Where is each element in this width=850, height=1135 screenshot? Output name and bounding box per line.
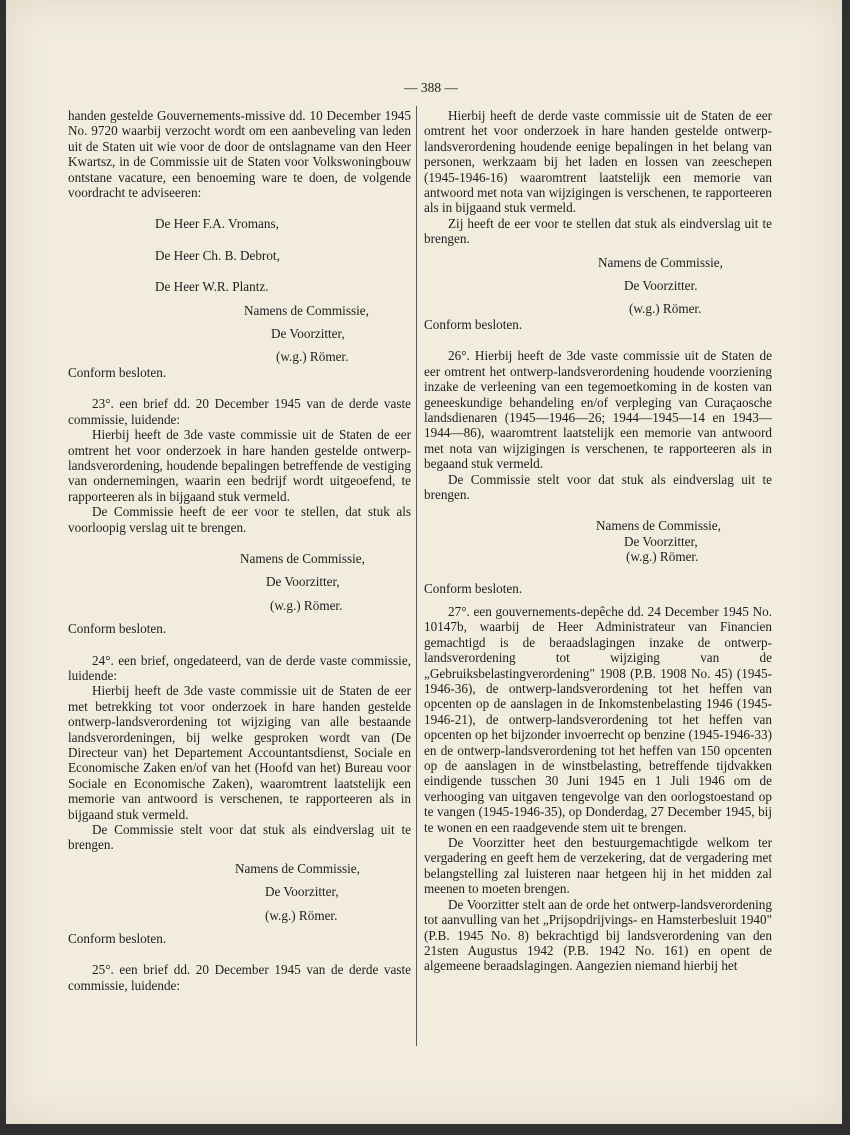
signature-line: Namens de Commissie, bbox=[240, 550, 365, 566]
signature-line: (w.g.) Römer. bbox=[629, 301, 702, 317]
paragraph: De Voorzitter heet den bestuurgemachtigde welkom ter vergadering en geeft hem de verzekering, dat de vergadering met belangstelling zal luisteren naar hetgeen hij in het midden zal meenen to moeten brengen. bbox=[424, 835, 772, 897]
paragraph: handen gestelde Gouvernements-missive dd. 10 December 1945 No. 9720 waarbij verzocht wordt om een aanbeveling van leden uit de Staten uit wie voor de door de ontslagname van den Heer Kwartsz, in de Commissie uit de Staten voor Volkswoningbouw ontstane vacature, een benoeming ware te doen, de volgende voordracht te adviseeren: bbox=[68, 108, 411, 201]
paragraph: 24°. een brief, ongedateerd, van de derde vaste commissie, luidende: bbox=[68, 652, 411, 683]
signature-line: De Voorzitter, bbox=[624, 533, 698, 549]
paragraph: De Commissie heeft de eer voor te stellen, dat stuk als voorloopig verslag uit te brengen. bbox=[68, 504, 411, 535]
signature-line: (w.g.) Römer. bbox=[626, 549, 699, 565]
paragraph: 25°. een brief dd. 20 December 1945 van de derde vaste commissie, luidende: bbox=[68, 962, 411, 993]
paragraph: De Commissie stelt voor dat stuk als eindverslag uit te brengen. bbox=[68, 822, 411, 853]
paragraph: Hierbij heeft de 3de vaste commissie uit de Staten de eer met betrekking tot voor onderzoek in hare handen gestelde ontwerp-landsverordening tot wijziging van alle bestaande landsverordeningen, bij welke gesproken wordt van (De Directeur van) het Departement Accountantsdienst, Sociale en Economische Zaken en/of van het (Hoofd van het) Bureau voor Sociale en Economische Zaken), waaromtrent laatstelijk een memorie van antwoord is verschenen, te rapporteeren als in bijgaand stuk vermeld. bbox=[68, 683, 411, 822]
nominee-3: De Heer W.R. Plantz. bbox=[155, 279, 269, 295]
signature-line: (w.g.) Römer. bbox=[276, 349, 349, 365]
signature-line: De Voorzitter, bbox=[265, 884, 339, 900]
signature-line: Namens de Commissie, bbox=[596, 518, 721, 534]
signature-line: (w.g.) Römer. bbox=[270, 597, 343, 613]
conform-line: Conform besloten. bbox=[68, 931, 167, 947]
conform-line: Conform besloten. bbox=[68, 364, 167, 380]
right-column bbox=[424, 108, 772, 974]
paragraph: 23°. een brief dd. 20 December 1945 van de derde vaste commissie, luidende: bbox=[68, 396, 411, 427]
paragraph: 26°. Hierbij heeft de 3de vaste commissie uit de Staten de eer omtrent het ontwerp-landsverordening houdende voorziening inzake de verleening van een tegemoetkoming in de kosten van geneeskundige behandeling en/of verpleging van Curaçaosche landsdienaren (1945—1946—26; 1944—1945—14 en 1943—1944—86), waaromtrent laatstelijk een memorie van antwoord met nota van wijzigingen is verschenen, te rapporteeren als in begaand stuk vermeld. bbox=[424, 348, 772, 472]
paragraph: De Voorzitter stelt aan de orde het ontwerp-landsverordening tot aanvulling van het „Prijsopdrijvings- en Hamsterbesluit 1940" (P.B. 1945 No. 8) bekrachtigd bij landsverordening van den 21sten Augustus 1942 (P.B. 1942 No. 161) en opent de algemeene beraadslagingen. Aangezien niemand hierbij het bbox=[424, 896, 772, 974]
paragraph: Zij heeft de eer voor te stellen dat stuk als eindverslag uit te brengen. bbox=[424, 215, 772, 247]
signature-line: (w.g.) Römer. bbox=[265, 907, 338, 923]
signature-line: Namens de Commissie, bbox=[244, 302, 369, 318]
signature-line: Namens de Commissie, bbox=[598, 254, 723, 270]
paragraph: De Commissie stelt voor dat stuk als eindverslag uit te brengen. bbox=[424, 471, 772, 502]
signature-line: De Voorzitter, bbox=[266, 574, 340, 590]
signature-line: Namens de Commissie, bbox=[235, 860, 360, 876]
conform-line: Conform besloten. bbox=[424, 316, 523, 332]
paragraph: Hierbij heeft de derde vaste commissie uit de Staten de eer omtrent het voor onderzoek in hare handen gestelde ontwerp-landsverordening houdende eenige bepalingen in het belang van personen, werkzaam bij het laden en lossen van zeeschepen (1945-1946-16) waaromtrent laatstelijk een memorie van antwoord met nota van wijzigingen is verschenen, te rapporteeren als in bijgaand stuk vermeld. bbox=[424, 108, 772, 216]
nominee-2: De Heer Ch. B. Debrot, bbox=[155, 247, 280, 263]
paragraph: 27°. een gouvernements-depêche dd. 24 December 1945 No. 10147b, waarbij de Heer Administrateur van Financien gemachtigd is de beraadslagingen inzake de ontwerp-landsverordening tot wijziging van de „Gebruiksbelastingverordening" 1908 (P.B. 1908 No. 45) (1945-1946-36), de ontwerp-landsverordening tot het heffen van opcenten op de aanslagen in de Inkomstenbelasting 1946 (1945-1946-21), de ontwerp-landsverordening tot het heffen van opcenten op het bijzonder invoerrecht op benzine (1945-1946-33) en de ontwerp-landsverordening tot het heffen van 150 opcenten op de aanslagen in de winstbelasting, betreffende tijdvakken eindigende tusschen 30 Juni 1945 en 1 Juli 1946 om de verhooging van uitgaven tengevolge van den oorlogstoestand op te vangen (1945-1946-35), op Donderdag, 27 December 1945, bij te wonen en een raadgevende stem uit te brengen. bbox=[424, 603, 772, 835]
column-divider bbox=[416, 106, 417, 1046]
paragraph: Hierbij heeft de 3de vaste commissie uit de Staten de eer omtrent het voor onderzoek in hare handen gestelde ontwerp-landsverordening, houdende bepalingen betreffende de vestiging van ondernemingen, waarin een bedrijf wordt uitgeoefend, te rapporteeren als in bijgaand stuk vermeld. bbox=[68, 427, 411, 504]
conform-line: Conform besloten. bbox=[68, 621, 167, 637]
document-page bbox=[6, 0, 842, 1124]
left-column bbox=[68, 108, 411, 993]
signature-line: De Voorzitter. bbox=[624, 278, 698, 294]
signature-line: De Voorzitter, bbox=[271, 326, 345, 342]
nominee-1: De Heer F.A. Vromans, bbox=[155, 216, 279, 232]
conform-line: Conform besloten. bbox=[424, 580, 523, 596]
page-number: — 388 — bbox=[404, 80, 458, 95]
